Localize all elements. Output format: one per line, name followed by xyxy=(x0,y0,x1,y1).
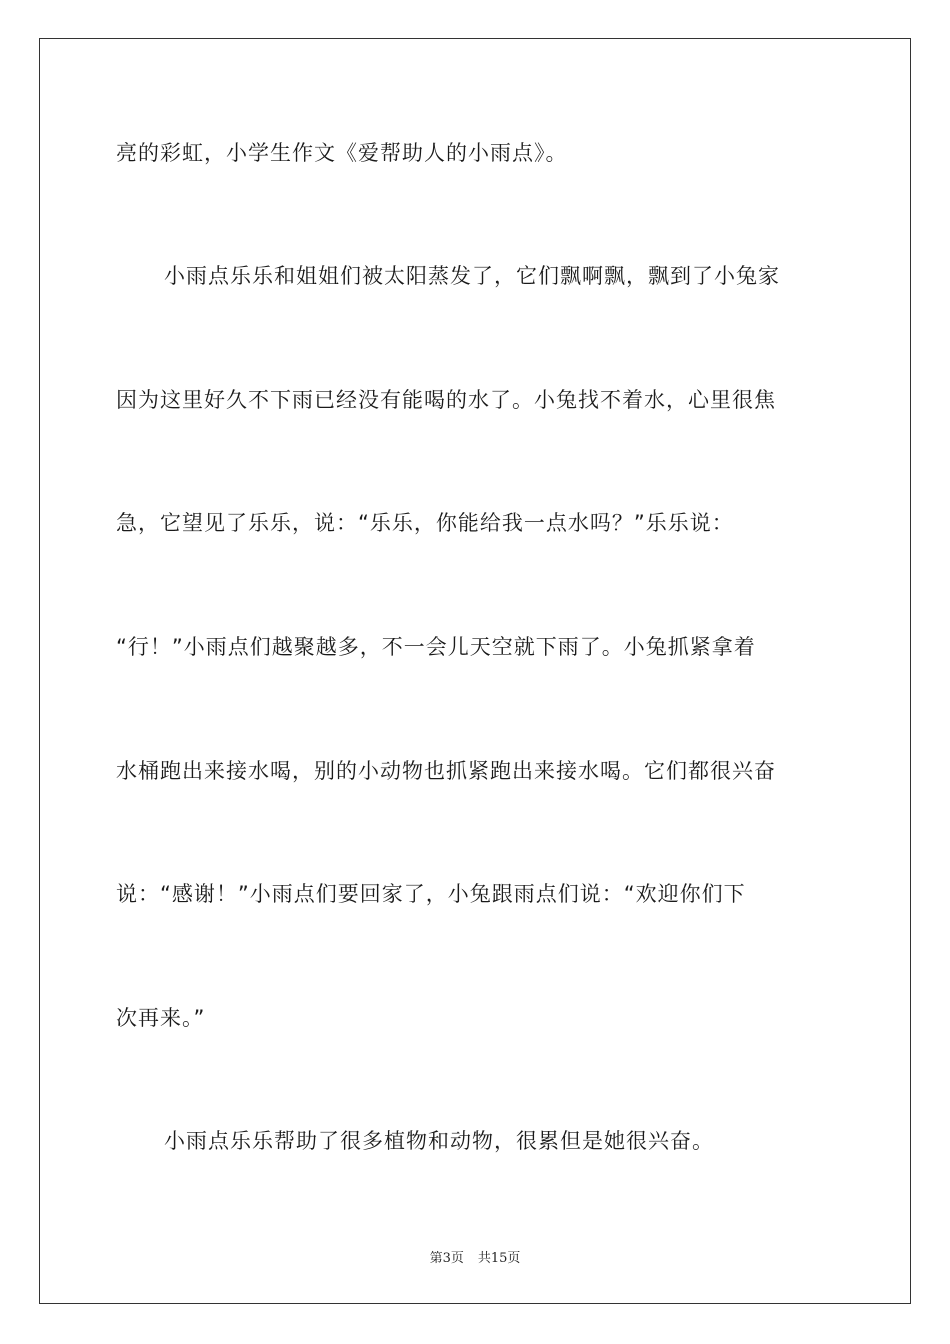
page-footer xyxy=(0,1247,950,1266)
text-line-8: 次再来。” xyxy=(116,1006,206,1030)
text-line-2: 小雨点乐乐和姐姐们被太阳蒸发了，它们飘啊飘，飘到了小兔家 xyxy=(164,264,780,288)
page-border xyxy=(39,38,911,1304)
text-line-6: 水桶跑出来接水喝，别的小动物也抓紧跑出来接水喝。它们都很兴奋 xyxy=(116,759,776,783)
text-line-9: 小雨点乐乐帮助了很多植物和动物，很累但是她很兴奋。 xyxy=(164,1129,714,1153)
text-line-3: 因为这里好久不下雨已经没有能喝的水了。小兔找不着水，心里很焦 xyxy=(116,388,776,412)
text-line-4: 急，它望见了乐乐，说：“乐乐，你能给我一点水吗？”乐乐说： xyxy=(116,511,734,535)
text-line-1: 亮的彩虹，小学生作文《爱帮助人的小雨点》。 xyxy=(116,141,568,165)
text-line-5: “行！”小雨点们越聚越多，不一会儿天空就下雨了。小兔抓紧拿着 xyxy=(116,635,756,659)
page-number: 第3页 xyxy=(429,1251,464,1266)
total-pages: 共15页 xyxy=(477,1251,521,1266)
text-line-7: 说：“感谢！”小雨点们要回家了，小兔跟雨点们说：“欢迎你们下 xyxy=(116,882,746,906)
